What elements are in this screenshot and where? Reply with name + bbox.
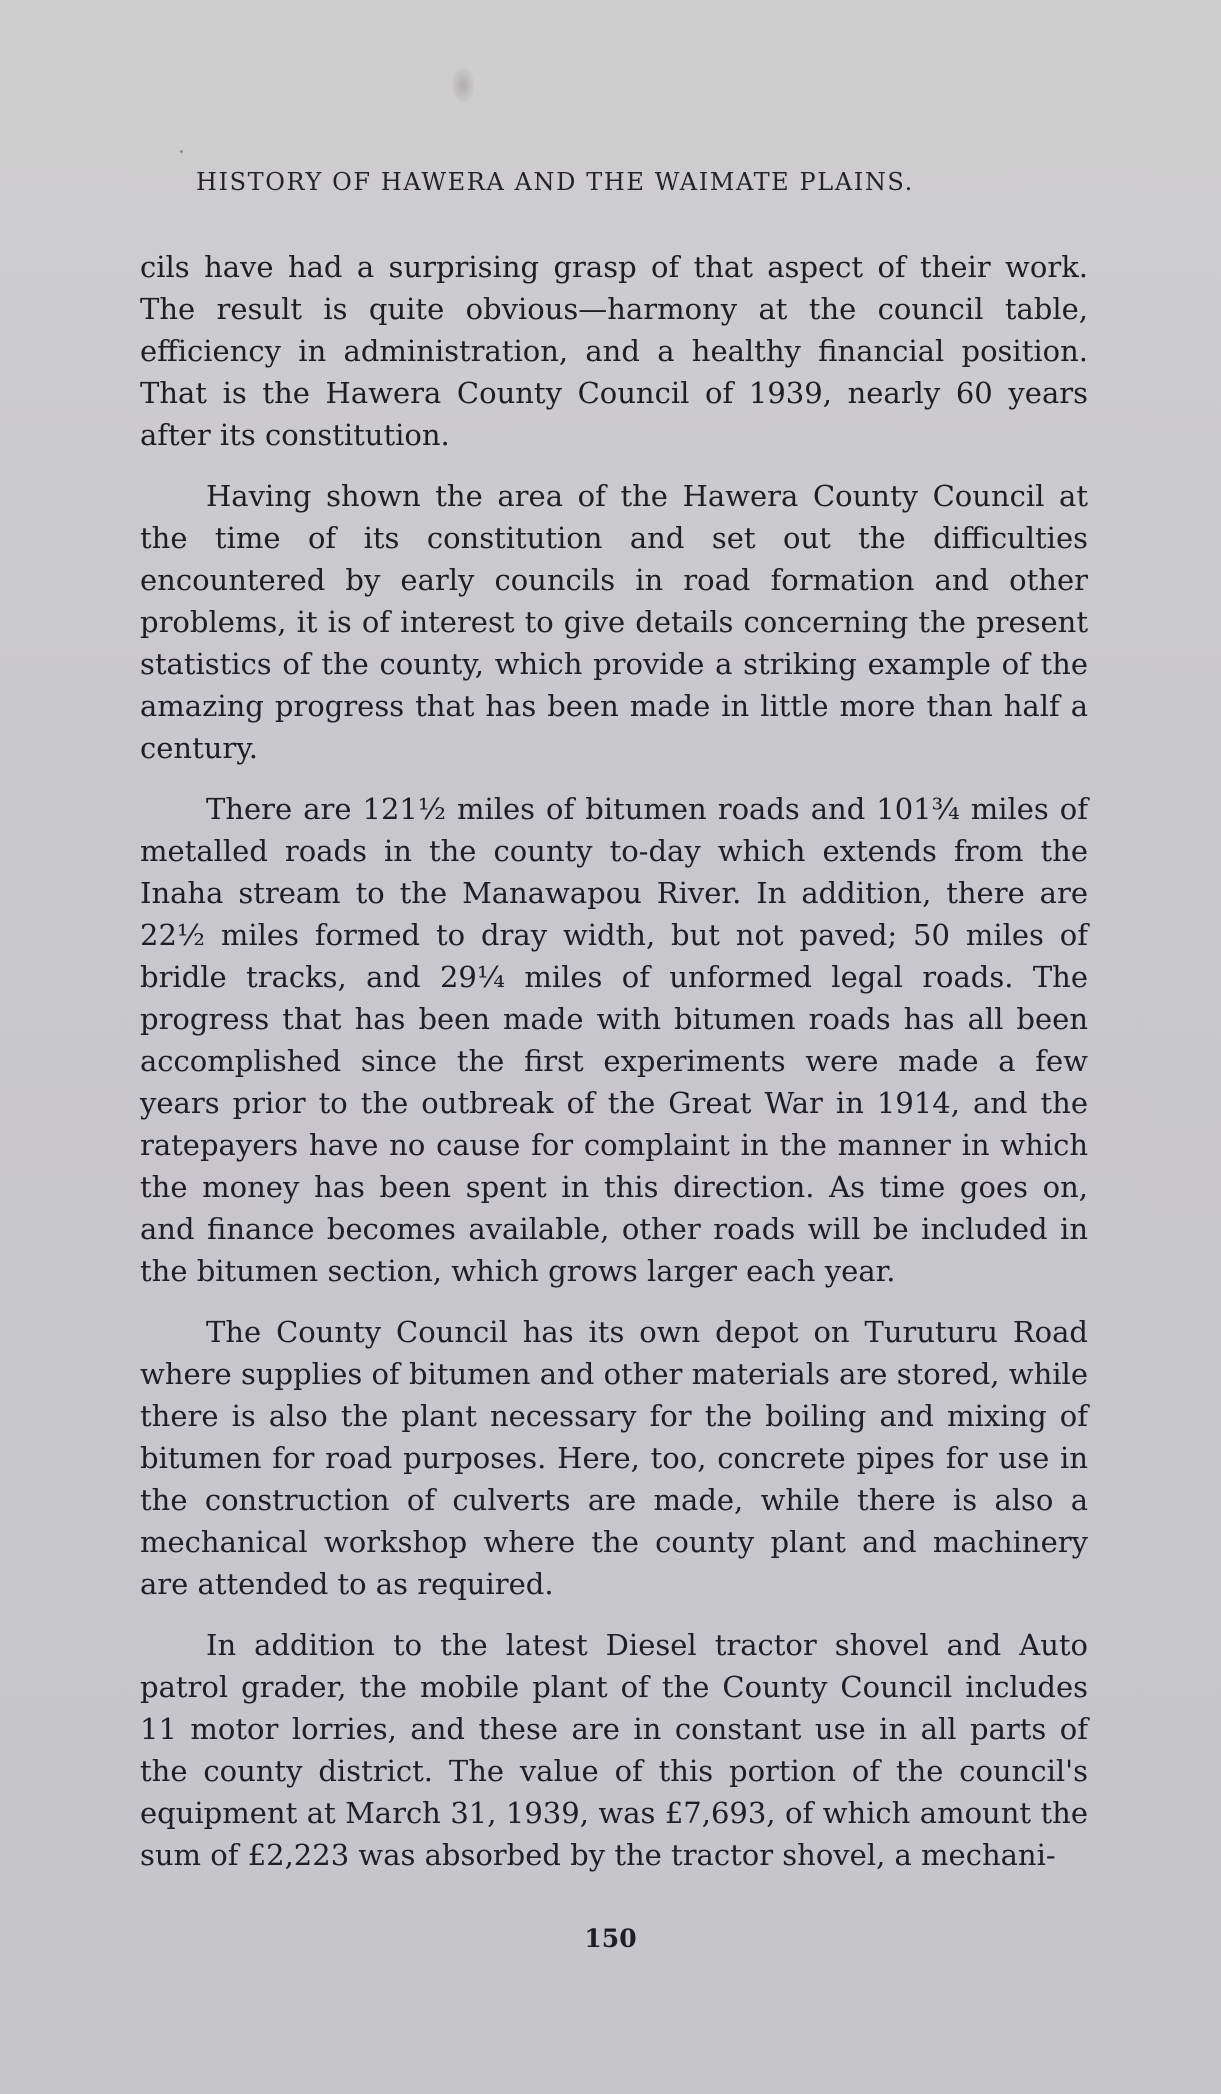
paragraph-5: In addition to the latest Diesel tractor shovel and Auto patrol grader, the mobile plant of the County Council includes 11 motor lorries, and these are in constant use in all parts of the county district. The value of this portion of the council's equipment at March 31, 1939, was £7,693, of which amount the sum of £2,223 was absorbed by the tractor shovel, a mechani- [140,1628,1088,1872]
paragraph-2: Having shown the area of the Hawera County Council at the time of its constitution and set out the difficulties encountered by early councils in road formation and other problems, it is of interest to give details concerning the present statistics of the county, which provide a striking example of the amazing progress that has been made in little more than half a century. [140,479,1088,765]
paragraph-1: cils have had a surprising grasp of that aspect of their work. The result is quite obvious—harmony at the council table, efficiency in administration, and a healthy financial position. That is the Hawera County Council of 1939, nearly 60 years after its constitution. [140,250,1088,452]
running-head: HISTORY OF HAWERA AND THE WAIMATE PLAINS. [196,168,914,196]
paragraph-3: There are 121½ miles of bitumen roads and 101¾ miles of metalled roads in the county to-day which extends from the Inaha stream to the Manawapou River. In addition, there are 22½ miles formed to dray width, but not paved; 50 miles of bridle tracks, and 29¼ miles of unformed legal roads. The progress that has been made with bitumen roads has all been accomplished since the first experiments were made a few years prior to the outbreak of the Great War in 1914, and the ratepayers have no cause for complaint in the manner in which the money has been spent in this direction. As time goes on, and finance becomes available, other roads will be included in the bitumen section, which grows larger each year. [140,792,1088,1288]
paragraph-4: The County Council has its own depot on Turuturu Road where supplies of bitumen and other materials are stored, while there is also the plant necessary for the boiling and mixing of bitumen for road purposes. Here, too, concrete pipes for use in the construction of culverts are made, while there is also a mechanical workshop where the county plant and machinery are attended to as required. [140,1315,1088,1601]
page-number: 150 [584,1924,637,1953]
body-text [140,246,1088,1895]
page-smudge [452,68,474,102]
page-speck [180,150,183,153]
